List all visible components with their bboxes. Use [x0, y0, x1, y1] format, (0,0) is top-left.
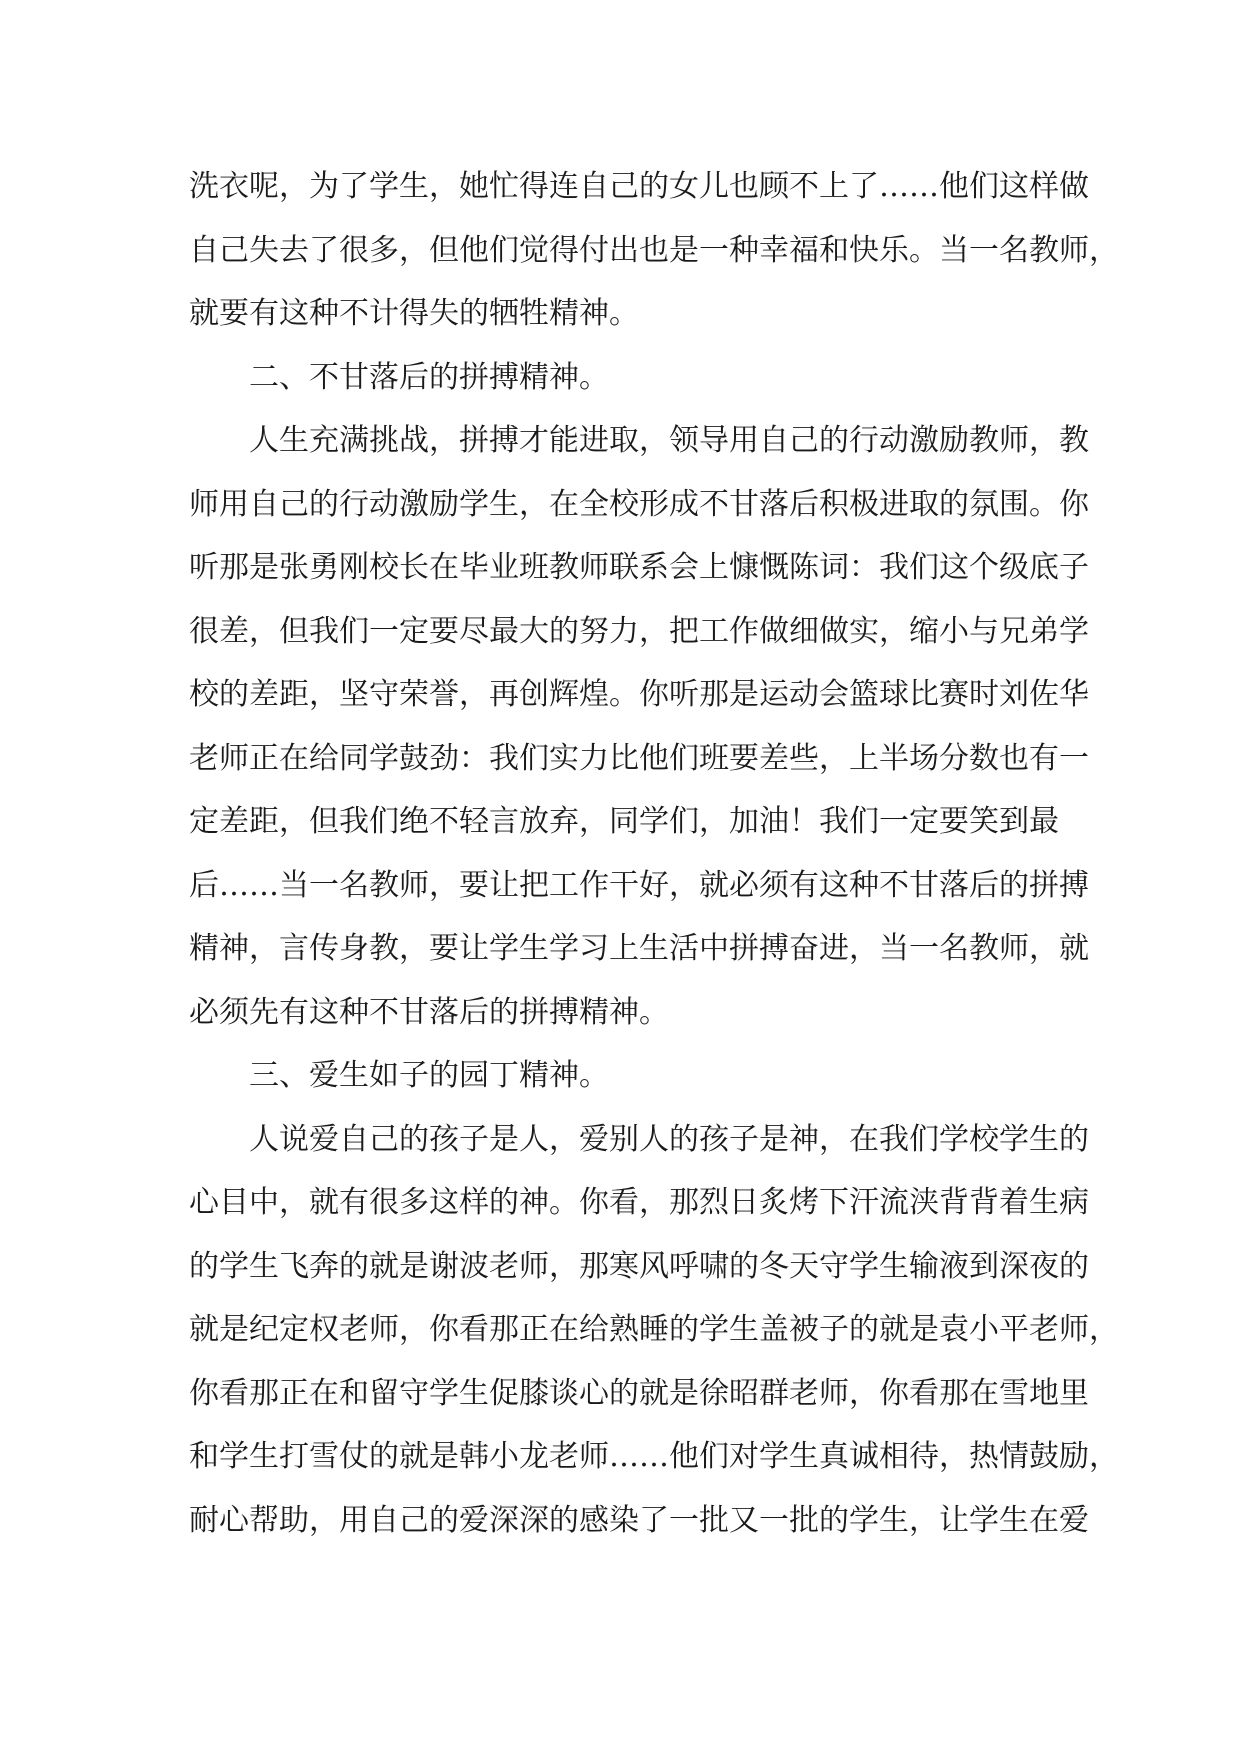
text-line: 老师正在给同学鼓劲：我们实力比他们班要差些，上半场分数也有一 — [189, 740, 1089, 776]
text-line: 人说爱自己的孩子是人，爱别人的孩子是神，在我们学校学生的 — [249, 1121, 1089, 1157]
text-line: 的学生飞奔的就是谢波老师，那寒风呼啸的冬天守学生输液到深夜的 — [189, 1248, 1089, 1284]
text-line: 就是纪定权老师，你看那正在给熟睡的学生盖被子的就是袁小平老师， — [189, 1312, 1119, 1347]
text-line: 很差，但我们一定要尽最大的努力，把工作做细做实，缩小与兄弟学 — [189, 613, 1089, 649]
text-line: 听那是张勇刚校长在毕业班教师联系会上慷慨陈词：我们这个级底子 — [189, 550, 1089, 585]
text-line: 师用自己的行动激励学生，在全校形成不甘落后积极进取的氛围。你 — [189, 486, 1089, 522]
text-line: 自己失去了很多，但他们觉得付出也是一种幸福和快乐。当一名教师， — [189, 232, 1119, 268]
text-line: 精神，言传身教，要让学生学习上生活中拼搏奋进，当一名教师，就 — [189, 931, 1089, 966]
text-line: 和学生打雪仗的就是韩小龙老师……他们对学生真诚相待，热情鼓励， — [189, 1439, 1119, 1474]
text-line: 必须先有这种不甘落后的拼搏精神。 — [189, 994, 669, 1030]
text-line: 就要有这种不计得失的牺牲精神。 — [189, 296, 639, 331]
section-heading-2: 二、不甘落后的拼搏精神。 — [249, 359, 609, 395]
text-line: 心目中，就有很多这样的神。你看，那烈日炙烤下汗流浃背背着生病 — [189, 1185, 1089, 1220]
text-line: 后……当一名教师，要让把工作干好，就必须有这种不甘落后的拼搏 — [189, 867, 1089, 903]
text-line: 校的差距，坚守荣誉，再创辉煌。你听那是运动会篮球比赛时刘佐华 — [189, 677, 1089, 712]
section-heading-3: 三、爱生如子的园丁精神。 — [249, 1058, 609, 1093]
text-line: 洗衣呢，为了学生，她忙得连自己的女儿也顾不上了……他们这样做 — [189, 169, 1089, 204]
text-line: 耐心帮助，用自己的爱深深的感染了一批又一批的学生，让学生在爱 — [189, 1502, 1089, 1538]
text-line: 你看那正在和留守学生促膝谈心的就是徐昭群老师，你看那在雪地里 — [189, 1375, 1089, 1411]
body-text — [189, 155, 1119, 1552]
text-line: 定差距，但我们绝不轻言放弃，同学们，加油！我们一定要笑到最 — [189, 804, 1059, 839]
text-line: 人生充满挑战，拼搏才能进取，领导用自己的行动激励教师，教 — [249, 423, 1089, 458]
